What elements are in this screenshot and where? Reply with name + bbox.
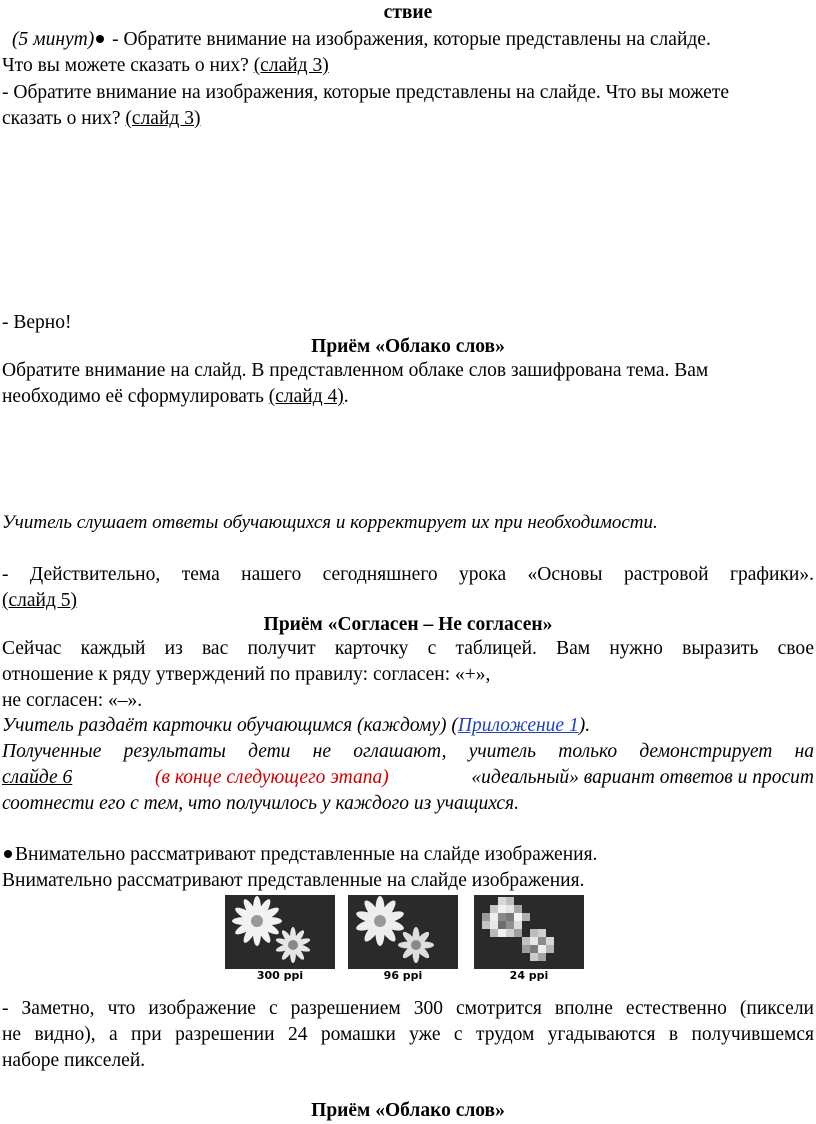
header-fragment: ствие bbox=[383, 2, 433, 23]
paragraph-7-line-3: соотнести его с тем, что получилось у каждого из учащихся. bbox=[2, 793, 519, 814]
daisy-image-96 bbox=[348, 895, 458, 969]
heading-word-cloud-2: Приём «Облако слов» bbox=[311, 1100, 505, 1121]
paragraph-7-line-2 bbox=[2, 765, 814, 791]
paragraph-3-end: . bbox=[343, 386, 349, 407]
figure-caption: 24 ppi bbox=[509, 969, 549, 982]
paragraph-9-line-1: - Заметно, что изображение с разрешением 300 смотрится вполне естественно (пиксели bbox=[2, 998, 814, 1019]
resolution-figures bbox=[225, 895, 605, 987]
paragraph-9-line-2: не видно), а при разрешении 24 ромашки уже с трудом угадываются в получившемся bbox=[2, 1024, 814, 1045]
daisy-image-24-pixelated bbox=[474, 895, 584, 969]
appendix-1-link[interactable]: Приложение 1 bbox=[457, 715, 579, 736]
red-note: (в конце следующего этапа) bbox=[154, 767, 389, 788]
bullet-icon bbox=[96, 35, 104, 43]
heading-agree-disagree: Приём «Согласен – Не согласен» bbox=[263, 614, 553, 635]
slide-6-ref: слайде 6 bbox=[2, 767, 73, 788]
slide-4-ref: (слайд 4) bbox=[268, 386, 344, 407]
paragraph-2-line-1: - Обратите внимание на изображения, которые представлены на слайде. Что вы можете bbox=[2, 82, 730, 103]
teacher-cards-note: Учитель раздаёт карточки обучающимся (каждому) ( bbox=[2, 715, 458, 736]
time-note: (5 минут) bbox=[12, 29, 95, 50]
paragraph-8-text: Внимательно рассматривают представленные на слайде изображения. bbox=[15, 844, 598, 865]
paragraph-6-end: ). bbox=[578, 715, 591, 736]
slide-5-ref: (слайд 5) bbox=[2, 590, 78, 611]
paragraph-8-line-1 bbox=[2, 842, 814, 868]
paragraph-1-text: - Обратите внимание на изображения, которые представлены на слайде. bbox=[107, 29, 711, 50]
figure-300ppi bbox=[225, 895, 335, 987]
paragraph-3-text: необходимо её сформулировать bbox=[2, 386, 269, 407]
figure-caption: 300 ppi bbox=[256, 969, 304, 982]
paragraph-1-question: Что вы можете сказать о них? bbox=[2, 55, 254, 76]
paragraph-8-line-2: Внимательно рассматривают представленные на слайде изображения. bbox=[2, 870, 585, 891]
paragraph-2-line-2 bbox=[2, 106, 814, 132]
teacher-listen-note: Учитель слушает ответы обучающихся и корректирует их при необходимости. bbox=[2, 512, 658, 533]
figure-caption: 96 ppi bbox=[383, 969, 423, 982]
paragraph-5-line-1: Сейчас каждый из вас получит карточку с таблицей. Вам нужно выразить свое bbox=[2, 638, 814, 659]
paragraph-4-line-1: - Действительно, тема нашего сегодняшнего урока «Основы растровой графики». bbox=[2, 564, 814, 585]
paragraph-3-line-1: Обратите внимание на слайд. В представленном облаке слов зашифрована тема. Вам bbox=[2, 360, 709, 381]
figure-96ppi bbox=[348, 895, 458, 987]
paragraph-7-line-1: Полученные результаты дети не оглашают, учитель только демонстрирует на bbox=[2, 741, 814, 762]
daisy-image-300 bbox=[225, 895, 335, 969]
slide-3-ref: (слайд 3) bbox=[253, 55, 329, 76]
paragraph-9-line-3: наборе пикселей. bbox=[2, 1050, 146, 1071]
paragraph-time-line bbox=[12, 27, 814, 53]
paragraph-3-line-2 bbox=[2, 384, 814, 410]
figure-24ppi bbox=[474, 895, 584, 987]
slide-3-ref-2: (слайд 3) bbox=[125, 108, 201, 129]
heading-word-cloud: Приём «Облако слов» bbox=[311, 336, 505, 357]
paragraph-6 bbox=[2, 713, 814, 739]
verno-text: - Верно! bbox=[2, 312, 72, 333]
paragraph-5-line-2: отношение к ряду утверждений по правилу: согласен: «+», bbox=[2, 664, 491, 685]
paragraph-7-rest: «идеальный» вариант ответов и просит bbox=[471, 767, 814, 788]
paragraph-1-line-2 bbox=[2, 53, 814, 79]
bullet-icon bbox=[4, 850, 12, 858]
paragraph-2-question: сказать о них? bbox=[2, 108, 126, 129]
paragraph-5-line-3: не согласен: «–». bbox=[2, 690, 143, 711]
paragraph-4-line-2 bbox=[2, 588, 814, 614]
